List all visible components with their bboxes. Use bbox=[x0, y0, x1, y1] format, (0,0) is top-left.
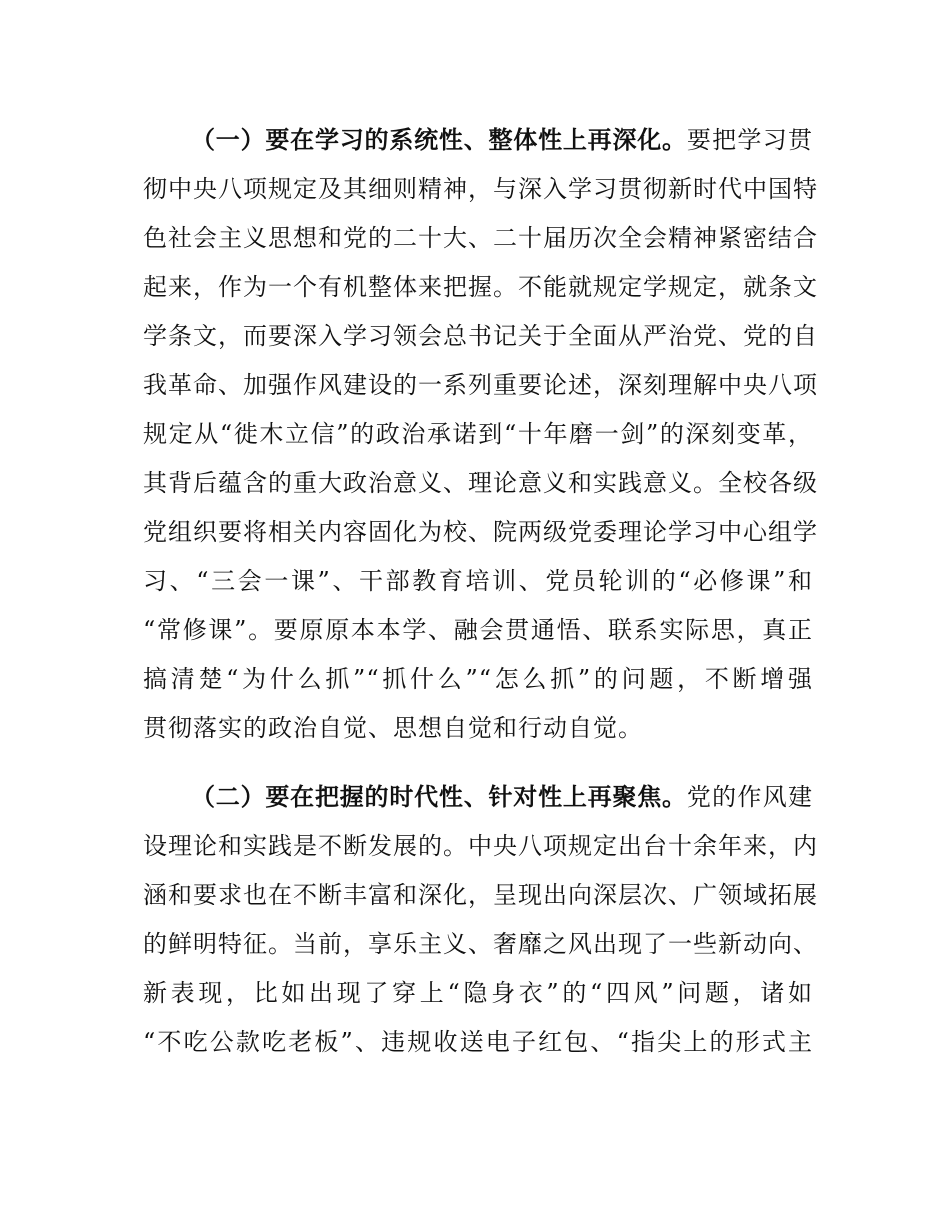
paragraph-1-heading: （一）要在学习的系统性、整体性上再深化。 bbox=[191, 126, 687, 154]
paragraph-1-first-line-text: 要把学习贯 bbox=[686, 126, 814, 154]
paragraph-2-line-1 bbox=[143, 773, 813, 822]
paragraph-2-heading: （二）要在把握的时代性、针对性上再聚焦。 bbox=[191, 783, 687, 811]
paragraph-2-first-line-text: 党的作风建 bbox=[686, 783, 814, 811]
paragraph-1-line-1 bbox=[143, 116, 813, 165]
paragraph-1-line: 彻中央八项规定及其细则精神，与深入学习贯彻新时代中国特 bbox=[143, 175, 818, 203]
paragraph-1-line: 党组织要将相关内容固化为校、院两级党委理论学习中心组学 bbox=[143, 518, 818, 546]
paragraph-2-line: 设理论和实践是不断发展的。中央八项规定出台十余年来，内 bbox=[143, 832, 818, 860]
paragraph-1-line: 学条文，而要深入学习领会总书记关于全面从严治党、党的自 bbox=[143, 322, 818, 350]
paragraph-1-line: 起来，作为一个有机整体来把握。不能就规定学规定，就条文 bbox=[143, 273, 818, 301]
paragraph-1-line: 我革命、加强作风建设的一系列重要论述，深刻理解中央八项 bbox=[143, 371, 818, 399]
paragraph-1-line: 色社会主义思想和党的二十大、二十届历次全会精神紧密结合 bbox=[143, 224, 818, 252]
paragraph-1-line: 其背后蕴含的重大政治意义、理论意义和实践意义。全校各级 bbox=[143, 469, 818, 497]
paragraph-2-line: 涵和要求也在不断丰富和深化，呈现出向深层次、广领域拓展 bbox=[143, 881, 818, 909]
paragraph-1-line: 规定从“徙木立信”的政治承诺到“十年磨一剑”的深刻变革， bbox=[143, 420, 813, 448]
document-page bbox=[143, 116, 818, 1067]
paragraph-2-line: 新表现，比如出现了穿上“隐身衣”的“四风”问题，诸如 bbox=[143, 979, 813, 1007]
paragraph-1-line: 习、“三会一课”、干部教育培训、党员轮训的“必修课”和 bbox=[143, 567, 813, 595]
paragraph-1 bbox=[143, 116, 818, 753]
paragraph-2 bbox=[143, 773, 818, 1067]
paragraph-2-line: “不吃公款吃老板”、违规收送电子红包、“指尖上的形式主 bbox=[143, 1028, 813, 1056]
paragraph-2-line: 的鲜明特征。当前，享乐主义、奢靡之风出现了一些新动向、 bbox=[143, 930, 818, 958]
paragraph-1-line: 搞清楚“为什么抓”“抓什么”“怎么抓”的问题，不断增强 bbox=[143, 665, 813, 693]
paragraph-1-line: 贯彻落实的政治自觉、思想自觉和行动自觉。 bbox=[143, 714, 643, 742]
paragraph-gap bbox=[143, 753, 813, 773]
paragraph-1-line: “常修课”。要原原本本学、融会贯通悟、联系实际思，真正 bbox=[143, 616, 813, 644]
